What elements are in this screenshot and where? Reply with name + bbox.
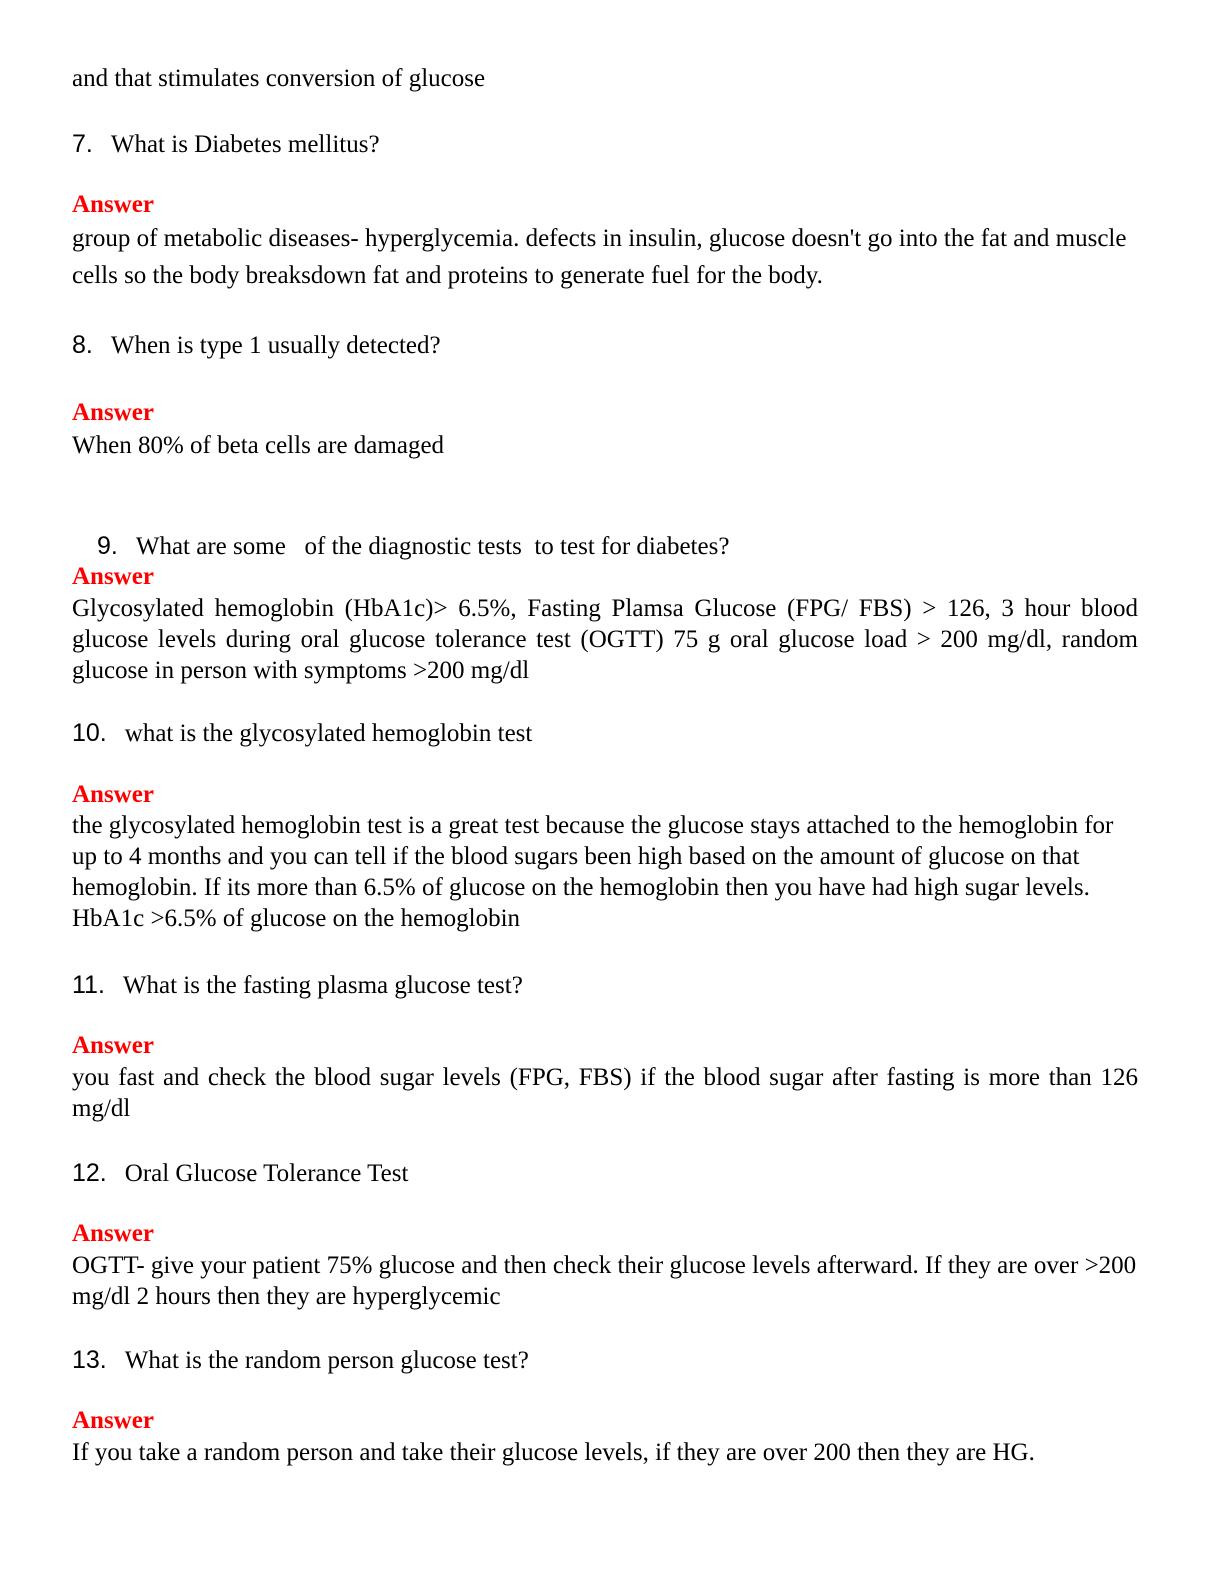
- answer-text-13: If you take a random person and take their glucose levels, if they are over 200 then they are HG.: [72, 1439, 1035, 1466]
- answer-text-12: OGTT- give your patient 75% glucose and then check their glucose levels afterward. If they are over >200 mg/dl 2 hours then they are hyperglycemic: [72, 1252, 1137, 1310]
- question-number: 7.: [72, 130, 93, 158]
- question-text: What is the random person glucose test?: [124, 1347, 529, 1374]
- question-text: what is the glycosylated hemoglobin test: [124, 720, 533, 747]
- question-number: 12.: [72, 1159, 107, 1187]
- question-text: What are some of the diagnostic tests to test for diabetes?: [135, 533, 730, 560]
- question-12: [72, 1158, 408, 1189]
- question-text: What is the fasting plasma glucose test?: [122, 972, 523, 999]
- question-number: 10.: [72, 719, 107, 747]
- question-7: [72, 129, 380, 160]
- answer-text-9: Glycosylated hemoglobin (HbA1c)> 6.5%, Fasting Plamsa Glucose (FPG/ FBS) > 126, 3 hour blood glucose levels during oral glucose tolerance test (OGTT) 75 g oral glucose load > 200 mg/dl, random glucose in person with symptoms >200 mg/dl: [72, 595, 1138, 684]
- answer-label: Answer: [72, 191, 154, 218]
- question-number: 9.: [97, 532, 118, 560]
- answer-label: Answer: [72, 1407, 154, 1434]
- answer-text-7: group of metabolic diseases- hyperglycemia. defects in insulin, glucose doesn't go into the fat and muscle cells so the body breaksdown fat and proteins to generate fuel for the body.: [72, 225, 1127, 289]
- answer-label: Answer: [72, 1032, 154, 1059]
- answer-text-10: the glycosylated hemoglobin test is a great test because the glucose stays attached to the hemoglobin for up to 4 months and you can tell if the blood sugars been high based on the amount of glucose on that hemoglobin. If its more than 6.5% of glucose on the hemoglobin then you have had high sugar levels. HbA1c >6.5% of glucose on the hemoglobin: [72, 812, 1114, 932]
- answer-label: Answer: [72, 563, 154, 590]
- question-text: What is Diabetes mellitus?: [110, 131, 380, 158]
- question-13: [72, 1345, 529, 1376]
- answer-label: Answer: [72, 1220, 154, 1247]
- question-8: [72, 330, 441, 361]
- question-11: [72, 970, 523, 1001]
- question-9: [72, 500, 729, 593]
- answer-text-11: you fast and check the blood sugar levels (FPG, FBS) if the blood sugar after fasting is more than 126 mg/dl: [72, 1064, 1138, 1122]
- answer-text-8: When 80% of beta cells are damaged: [72, 432, 445, 459]
- continuation-text: and that stimulates conversion of glucose: [72, 65, 486, 92]
- question-text: When is type 1 usually detected?: [110, 332, 441, 359]
- question-10: [72, 718, 532, 749]
- answer-label: Answer: [72, 781, 154, 808]
- answer-label: Answer: [72, 399, 154, 426]
- question-number: 11.: [72, 971, 105, 999]
- question-number: 13.: [72, 1346, 107, 1374]
- question-text: Oral Glucose Tolerance Test: [124, 1160, 409, 1187]
- question-number: 8.: [72, 331, 93, 359]
